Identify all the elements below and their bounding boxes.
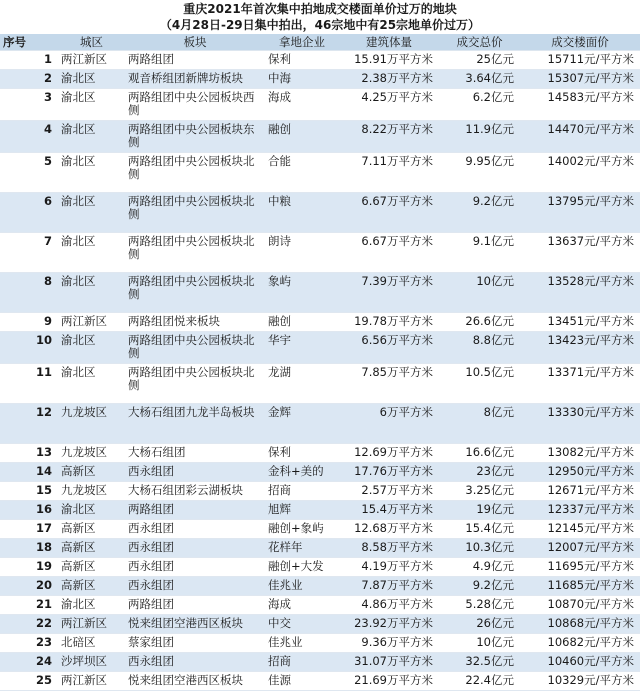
cell-company: 招商 — [265, 653, 339, 672]
cell-block: 西永组团 — [125, 539, 265, 558]
table-row — [0, 520, 640, 539]
cell-district: 渝北区 — [58, 193, 125, 233]
cell-total: 9.95亿元 — [439, 153, 520, 193]
cell-total: 25亿元 — [439, 51, 520, 70]
cell-seq: 22 — [0, 615, 58, 634]
cell-company: 融创+大发 — [265, 558, 339, 577]
cell-total: 5.28亿元 — [439, 596, 520, 615]
cell-block: 两路组团中央公园板块北侧 — [125, 193, 265, 233]
cell-total: 22.4亿元 — [439, 672, 520, 691]
cell-district: 高新区 — [58, 539, 125, 558]
header-total: 成交总价 — [439, 34, 520, 51]
cell-total: 8亿元 — [439, 404, 520, 444]
cell-seq: 25 — [0, 672, 58, 691]
header-area: 建筑体量 — [339, 34, 439, 51]
cell-unit-price: 13795元/平方米 — [520, 193, 640, 233]
cell-seq: 23 — [0, 634, 58, 653]
cell-seq: 16 — [0, 501, 58, 520]
cell-district: 渝北区 — [58, 501, 125, 520]
title-line-1: 重庆2021年首次集中拍地成交楼面单价过万的地块 — [183, 2, 457, 16]
cell-district: 沙坪坝区 — [58, 653, 125, 672]
cell-block: 大杨石组团 — [125, 444, 265, 463]
table-row — [0, 653, 640, 672]
header-unit: 成交楼面价 — [520, 34, 640, 51]
cell-unit-price: 12950元/平方米 — [520, 463, 640, 482]
cell-district: 渝北区 — [58, 233, 125, 273]
table-row — [0, 539, 640, 558]
cell-company: 融创 — [265, 313, 339, 332]
cell-block: 两路组团 — [125, 501, 265, 520]
cell-seq: 6 — [0, 193, 58, 233]
cell-company: 海成 — [265, 596, 339, 615]
cell-seq: 5 — [0, 153, 58, 193]
table-row — [0, 501, 640, 520]
cell-area: 7.11万平方米 — [339, 153, 439, 193]
cell-block: 两路组团 — [125, 51, 265, 70]
cell-district: 九龙坡区 — [58, 444, 125, 463]
cell-company: 保利 — [265, 51, 339, 70]
cell-company: 朗诗 — [265, 233, 339, 273]
header-company: 拿地企业 — [265, 34, 339, 51]
cell-area: 8.58万平方米 — [339, 539, 439, 558]
cell-unit-price: 12145元/平方米 — [520, 520, 640, 539]
cell-area: 9.36万平方米 — [339, 634, 439, 653]
table-row — [0, 444, 640, 463]
cell-area: 4.86万平方米 — [339, 596, 439, 615]
header-block: 板块 — [125, 34, 265, 51]
cell-district: 渝北区 — [58, 273, 125, 313]
table-row — [0, 364, 640, 404]
cell-area: 6.56万平方米 — [339, 332, 439, 364]
table-row — [0, 672, 640, 691]
cell-company: 旭辉 — [265, 501, 339, 520]
cell-unit-price: 13451元/平方米 — [520, 313, 640, 332]
cell-unit-price: 13423元/平方米 — [520, 332, 640, 364]
cell-block: 两路组团中央公园板块北侧 — [125, 364, 265, 404]
cell-company: 融创 — [265, 121, 339, 153]
cell-area: 2.57万平方米 — [339, 482, 439, 501]
cell-area: 6万平方米 — [339, 404, 439, 444]
cell-unit-price: 13637元/平方米 — [520, 233, 640, 273]
cell-district: 九龙坡区 — [58, 404, 125, 444]
cell-block: 西永组团 — [125, 520, 265, 539]
cell-unit-price: 13528元/平方米 — [520, 273, 640, 313]
cell-seq: 11 — [0, 364, 58, 404]
cell-total: 19亿元 — [439, 501, 520, 520]
cell-district: 两江新区 — [58, 313, 125, 332]
cell-area: 31.07万平方米 — [339, 653, 439, 672]
cell-district: 渝北区 — [58, 121, 125, 153]
cell-unit-price: 10460元/平方米 — [520, 653, 640, 672]
cell-district: 渝北区 — [58, 596, 125, 615]
cell-seq: 10 — [0, 332, 58, 364]
cell-unit-price: 10682元/平方米 — [520, 634, 640, 653]
cell-district: 两江新区 — [58, 51, 125, 70]
cell-company: 金科+美的 — [265, 463, 339, 482]
cell-total: 26亿元 — [439, 615, 520, 634]
header-row — [0, 34, 640, 51]
cell-district: 高新区 — [58, 520, 125, 539]
table-row — [0, 51, 640, 70]
table-row — [0, 332, 640, 364]
cell-company: 融创+象屿 — [265, 520, 339, 539]
cell-seq: 21 — [0, 596, 58, 615]
cell-unit-price: 11695元/平方米 — [520, 558, 640, 577]
cell-area: 12.68万平方米 — [339, 520, 439, 539]
cell-total: 9.2亿元 — [439, 193, 520, 233]
cell-seq: 2 — [0, 70, 58, 89]
cell-total: 10.3亿元 — [439, 539, 520, 558]
cell-block: 大杨石组团九龙半岛板块 — [125, 404, 265, 444]
cell-district: 渝北区 — [58, 89, 125, 121]
title-line-2: （4月28日-29日集中拍出，46宗地中有25宗地单价过万） — [159, 18, 481, 32]
cell-company: 金辉 — [265, 404, 339, 444]
cell-district: 渝北区 — [58, 332, 125, 364]
cell-total: 10亿元 — [439, 273, 520, 313]
cell-area: 7.87万平方米 — [339, 577, 439, 596]
cell-total: 11.9亿元 — [439, 121, 520, 153]
cell-block: 蔡家组团 — [125, 634, 265, 653]
header-seq: 序号 — [0, 34, 58, 51]
cell-block: 两路组团中央公园板块北侧 — [125, 273, 265, 313]
cell-company: 合能 — [265, 153, 339, 193]
cell-block: 两路组团中央公园板块北侧 — [125, 332, 265, 364]
cell-unit-price: 12671元/平方米 — [520, 482, 640, 501]
cell-district: 高新区 — [58, 577, 125, 596]
cell-seq: 1 — [0, 51, 58, 70]
cell-total: 8.8亿元 — [439, 332, 520, 364]
cell-unit-price: 10870元/平方米 — [520, 596, 640, 615]
table-row — [0, 313, 640, 332]
cell-company: 海成 — [265, 89, 339, 121]
table-row — [0, 634, 640, 653]
cell-unit-price: 13082元/平方米 — [520, 444, 640, 463]
cell-unit-price: 11685元/平方米 — [520, 577, 640, 596]
cell-company: 中粮 — [265, 193, 339, 233]
cell-company: 佳兆业 — [265, 577, 339, 596]
cell-area: 6.67万平方米 — [339, 193, 439, 233]
cell-company: 象屿 — [265, 273, 339, 313]
cell-total: 6.2亿元 — [439, 89, 520, 121]
cell-seq: 13 — [0, 444, 58, 463]
cell-seq: 17 — [0, 520, 58, 539]
cell-company: 佳兆业 — [265, 634, 339, 653]
cell-area: 4.25万平方米 — [339, 89, 439, 121]
cell-district: 高新区 — [58, 463, 125, 482]
cell-total: 4.9亿元 — [439, 558, 520, 577]
cell-company: 龙湖 — [265, 364, 339, 404]
cell-total: 9.2亿元 — [439, 577, 520, 596]
cell-district: 高新区 — [58, 558, 125, 577]
table-row — [0, 153, 640, 193]
cell-seq: 8 — [0, 273, 58, 313]
cell-area: 4.19万平方米 — [339, 558, 439, 577]
cell-total: 32.5亿元 — [439, 653, 520, 672]
table-row — [0, 233, 640, 273]
cell-district: 两江新区 — [58, 615, 125, 634]
cell-company: 保利 — [265, 444, 339, 463]
table-row — [0, 273, 640, 313]
cell-block: 两路组团中央公园板块西侧 — [125, 89, 265, 121]
cell-block: 西永组团 — [125, 577, 265, 596]
table-title — [0, 0, 640, 34]
table-row — [0, 89, 640, 121]
cell-unit-price: 14583元/平方米 — [520, 89, 640, 121]
cell-seq: 14 — [0, 463, 58, 482]
cell-area: 12.69万平方米 — [339, 444, 439, 463]
cell-unit-price: 15307元/平方米 — [520, 70, 640, 89]
cell-seq: 4 — [0, 121, 58, 153]
cell-block: 悦来组团空港西区板块 — [125, 615, 265, 634]
cell-block: 西永组团 — [125, 653, 265, 672]
cell-block: 两路组团中央公园板块北侧 — [125, 233, 265, 273]
cell-company: 中交 — [265, 615, 339, 634]
table-row — [0, 558, 640, 577]
cell-block: 观音桥组团新牌坊板块 — [125, 70, 265, 89]
cell-seq: 12 — [0, 404, 58, 444]
table-row — [0, 482, 640, 501]
cell-total: 3.64亿元 — [439, 70, 520, 89]
cell-seq: 9 — [0, 313, 58, 332]
land-deals-table — [0, 34, 640, 691]
cell-total: 10.5亿元 — [439, 364, 520, 404]
table-row — [0, 193, 640, 233]
cell-company: 佳源 — [265, 672, 339, 691]
cell-unit-price: 13371元/平方米 — [520, 364, 640, 404]
cell-seq: 3 — [0, 89, 58, 121]
cell-unit-price: 12007元/平方米 — [520, 539, 640, 558]
cell-area: 21.69万平方米 — [339, 672, 439, 691]
cell-company: 中海 — [265, 70, 339, 89]
table-row — [0, 577, 640, 596]
cell-area: 6.67万平方米 — [339, 233, 439, 273]
cell-area: 19.78万平方米 — [339, 313, 439, 332]
cell-block: 悦来组团空港西区板块 — [125, 672, 265, 691]
table-row — [0, 404, 640, 444]
cell-area: 8.22万平方米 — [339, 121, 439, 153]
table-row — [0, 596, 640, 615]
cell-block: 两路组团中央公园板块东侧 — [125, 121, 265, 153]
cell-seq: 24 — [0, 653, 58, 672]
cell-total: 16.6亿元 — [439, 444, 520, 463]
cell-district: 渝北区 — [58, 364, 125, 404]
cell-district: 渝北区 — [58, 70, 125, 89]
cell-company: 招商 — [265, 482, 339, 501]
cell-district: 两江新区 — [58, 672, 125, 691]
cell-area: 15.91万平方米 — [339, 51, 439, 70]
cell-seq: 20 — [0, 577, 58, 596]
cell-total: 26.6亿元 — [439, 313, 520, 332]
cell-area: 2.38万平方米 — [339, 70, 439, 89]
table-row — [0, 615, 640, 634]
cell-unit-price: 15711元/平方米 — [520, 51, 640, 70]
cell-block: 两路组团 — [125, 596, 265, 615]
cell-area: 23.92万平方米 — [339, 615, 439, 634]
cell-seq: 19 — [0, 558, 58, 577]
cell-block: 大杨石组团彩云湖板块 — [125, 482, 265, 501]
cell-total: 23亿元 — [439, 463, 520, 482]
cell-area: 7.39万平方米 — [339, 273, 439, 313]
cell-district: 九龙坡区 — [58, 482, 125, 501]
cell-unit-price: 10329元/平方米 — [520, 672, 640, 691]
cell-seq: 18 — [0, 539, 58, 558]
cell-block: 西永组团 — [125, 558, 265, 577]
cell-block: 两路组团悦来板块 — [125, 313, 265, 332]
cell-total: 15.4亿元 — [439, 520, 520, 539]
cell-company: 花样年 — [265, 539, 339, 558]
cell-area: 15.4万平方米 — [339, 501, 439, 520]
cell-area: 7.85万平方米 — [339, 364, 439, 404]
cell-block: 两路组团中央公园板块北侧 — [125, 153, 265, 193]
cell-company: 华宇 — [265, 332, 339, 364]
cell-total: 10亿元 — [439, 634, 520, 653]
cell-unit-price: 12337元/平方米 — [520, 501, 640, 520]
cell-area: 17.76万平方米 — [339, 463, 439, 482]
cell-seq: 7 — [0, 233, 58, 273]
table-row — [0, 121, 640, 153]
cell-block: 西永组团 — [125, 463, 265, 482]
header-district: 城区 — [58, 34, 125, 51]
table-row — [0, 463, 640, 482]
cell-seq: 15 — [0, 482, 58, 501]
cell-total: 9.1亿元 — [439, 233, 520, 273]
table-row — [0, 70, 640, 89]
cell-district: 北碚区 — [58, 634, 125, 653]
cell-total: 3.25亿元 — [439, 482, 520, 501]
cell-district: 渝北区 — [58, 153, 125, 193]
cell-unit-price: 13330元/平方米 — [520, 404, 640, 444]
cell-unit-price: 10868元/平方米 — [520, 615, 640, 634]
cell-unit-price: 14470元/平方米 — [520, 121, 640, 153]
cell-unit-price: 14002元/平方米 — [520, 153, 640, 193]
